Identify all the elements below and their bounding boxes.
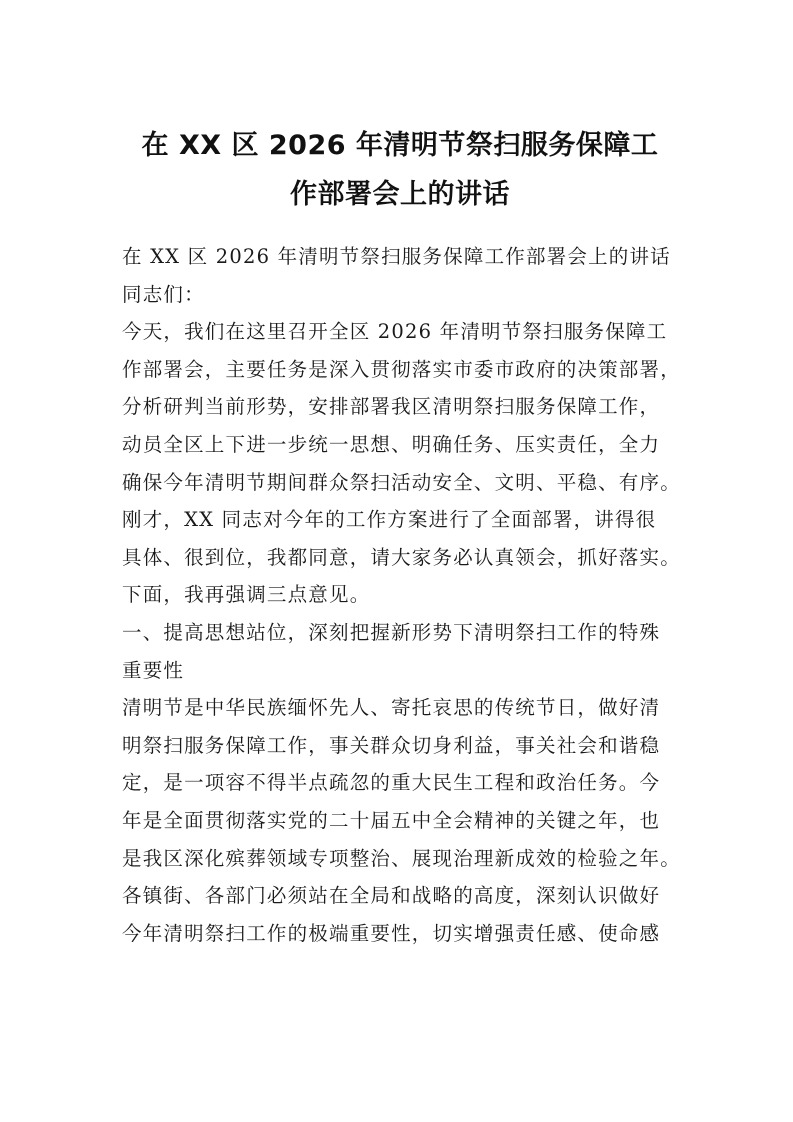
section-heading-line: 重要性 xyxy=(122,658,185,682)
text-line: 同志们： xyxy=(122,282,205,306)
document-title-line-2: 作部署会上的讲话 xyxy=(290,179,510,210)
text-line: 定，是一项容不得半点疏忽的重大民生工程和政治任务。今 xyxy=(122,771,661,795)
text-line: 清明节是中华民族缅怀先人、寄托哀思的传统节日，做好清 xyxy=(122,696,661,720)
text-line: 作部署会，主要任务是深入贯彻落实市委市政府的决策部署， xyxy=(122,357,681,381)
text-line: 年是全面贯彻落实党的二十届五中全会精神的关键之年，也 xyxy=(122,808,661,832)
text-line: 是我区深化殡葬领域专项整治、展现治理新成效的检验之年。 xyxy=(122,846,681,870)
text-line: 在 XX 区 2026 年清明节祭扫服务保障工作部署会上的讲话 xyxy=(122,245,671,268)
text-line: 今天，我们在这里召开全区 2026 年清明节祭扫服务保障工 xyxy=(122,320,668,344)
text-line: 刚才，XX 同志对今年的工作方案进行了全面部署，讲得很 xyxy=(122,508,657,532)
text-line: 分析研判当前形势，安排部署我区清明祭扫服务保障工作， xyxy=(122,395,661,419)
text-line: 今年清明祭扫工作的极端重要性，切实增强责任感、使命感 xyxy=(122,921,661,945)
text-line: 各镇街、各部门必须站在全局和战略的高度，深刻认识做好 xyxy=(122,884,661,908)
text-line: 确保今年清明节期间群众祭扫活动安全、文明、平稳、有序。 xyxy=(122,470,681,494)
section-heading-line: 一、提高思想站位，深刻把握新形势下清明祭扫工作的特殊 xyxy=(122,620,661,644)
document-title-line-1: 在 XX 区 2026 年清明节祭扫服务保障工 xyxy=(141,130,659,161)
text-line: 下面，我再强调三点意见。 xyxy=(122,583,371,607)
text-line: 动员全区上下进一步统一思想、明确任务、压实责任，全力 xyxy=(122,432,661,456)
text-line: 具体、很到位，我都同意，请大家务必认真领会，抓好落实。 xyxy=(122,545,681,569)
text-line: 明祭扫服务保障工作，事关群众切身利益，事关社会和谐稳 xyxy=(122,733,661,757)
document-body xyxy=(122,238,682,952)
